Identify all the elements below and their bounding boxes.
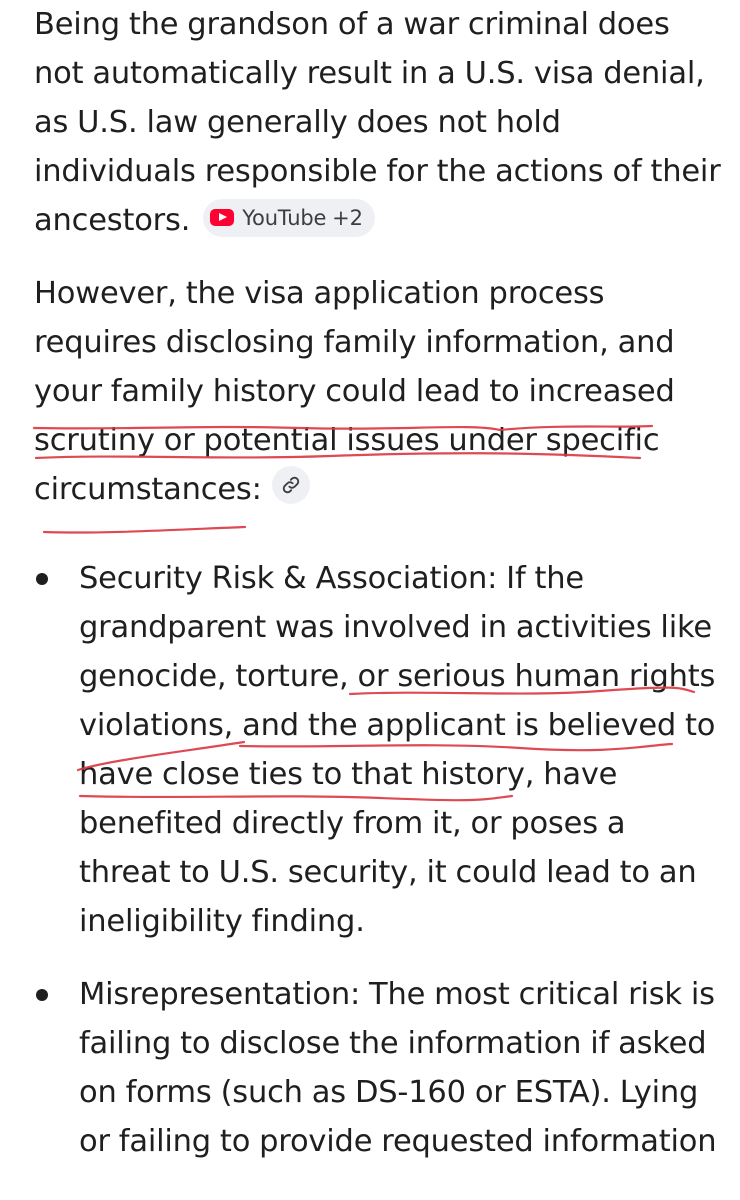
- paragraph-intro: [34, 0, 724, 245]
- list-item-security-risk: [34, 554, 724, 946]
- bullet-dot: [36, 989, 48, 1001]
- bullet-text: If the grandparent was involved in activities like genocide, torture, or serious human rights violations, and the applicant is believed to have close ties to that history, have benefited directly from it, or poses a threat to U.S. security, it could lead to an ineligibility finding.: [79, 561, 716, 939]
- youtube-icon: [210, 209, 234, 226]
- link-icon: [281, 475, 301, 495]
- source-chip-label: YouTube +2: [242, 205, 363, 230]
- bullet-list: [34, 554, 724, 1166]
- response-content: [34, 0, 724, 1190]
- bullet-dot: [36, 573, 48, 585]
- bullet-lead: Misrepresentation:: [79, 977, 361, 1012]
- paragraph-intro-text: Being the grandson of a war criminal does not automatically result in a U.S. visa denial, as U.S. law generally does not hold individuals responsible for the actions of their ancestors.: [34, 7, 721, 238]
- source-chip-youtube[interactable]: [203, 199, 375, 237]
- list-item-misrepresentation: [34, 970, 724, 1166]
- paragraph-however-text: However, the visa application process requires disclosing family information, and your family history could lead to increased scrutiny or potential issues under specific circumstances:: [34, 276, 675, 507]
- paragraph-however: [34, 269, 724, 514]
- bullet-lead: Security Risk & Association:: [79, 561, 498, 596]
- bullet-text: The most critical risk is failing to disclose the information if asked on forms (such as DS-160 or ESTA). Lying or failing to provide requested information: [79, 977, 717, 1159]
- source-link-button[interactable]: [272, 466, 310, 504]
